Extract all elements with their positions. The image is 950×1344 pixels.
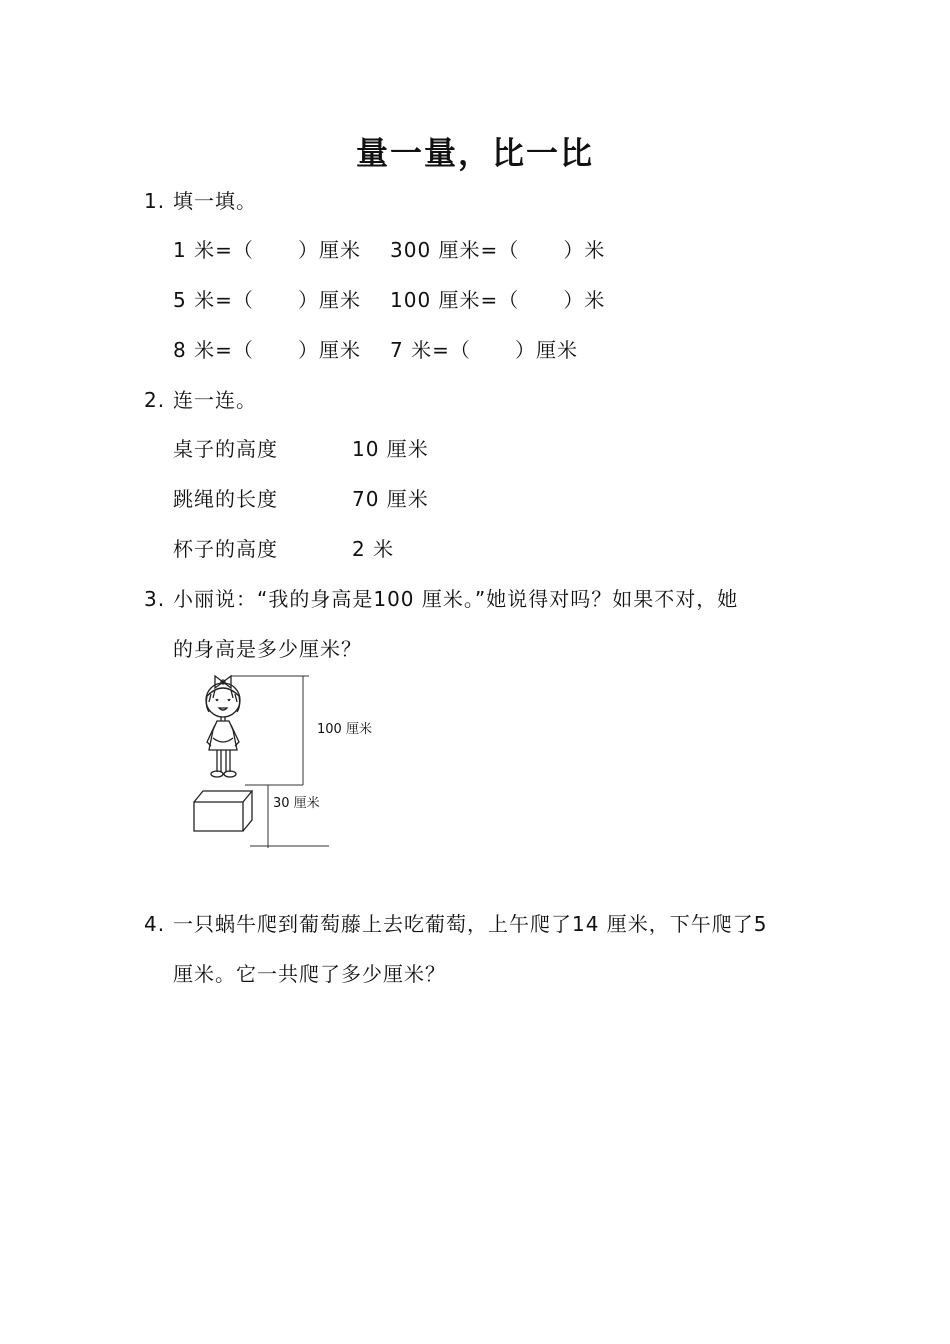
page-title: 量一量，比一比: [355, 134, 594, 172]
q3-text-line1: 小丽说：“我的身高是100 厘米。”她说得对吗？如果不对，她: [173, 587, 739, 611]
q4-number: 4.: [144, 912, 166, 936]
girl-on-box-illustration: [185, 668, 405, 858]
q4-text-line2: 厘米。它一共爬了多少厘米？: [173, 962, 446, 986]
girl-icon: [206, 676, 240, 777]
q4-text-line1: 一只蜗牛爬到葡萄藤上去吃葡萄，上午爬了14 厘米，下午爬了5: [173, 912, 768, 936]
q2-left-item: 跳绳的长度: [173, 487, 278, 511]
q1-row3-left: 8 米=（ ）厘米: [173, 338, 361, 362]
q2-right-item: 10 厘米: [352, 437, 429, 461]
q2-prompt: 连一连。: [173, 388, 257, 412]
q1-row1-left: 1 米=（ ）厘米: [173, 238, 361, 262]
q1-number: 1.: [144, 189, 166, 213]
q1-row2-right: 100 厘米=（ ）米: [390, 288, 606, 312]
q1-row2-left: 5 米=（ ）厘米: [173, 288, 361, 312]
q1-row1-right: 300 厘米=（ ）米: [390, 238, 606, 262]
q2-left-item: 桌子的高度: [173, 437, 278, 461]
q1-prompt: 填一填。: [173, 189, 257, 213]
measurement-lines: [231, 676, 329, 848]
height-label-100cm: 100 厘米: [317, 722, 372, 737]
q2-left-item: 杯子的高度: [173, 537, 278, 561]
q1-row3-right: 7 米=（ ）厘米: [390, 338, 578, 362]
girl-height-figure: [185, 668, 405, 858]
height-label-30cm: 30 厘米: [273, 796, 320, 811]
q2-number: 2.: [144, 388, 166, 412]
q3-text-line2: 的身高是多少厘米？: [173, 637, 362, 661]
q2-right-item: 2 米: [352, 537, 395, 561]
q2-right-item: 70 厘米: [352, 487, 429, 511]
q3-number: 3.: [144, 587, 166, 611]
box-icon: [194, 791, 252, 831]
